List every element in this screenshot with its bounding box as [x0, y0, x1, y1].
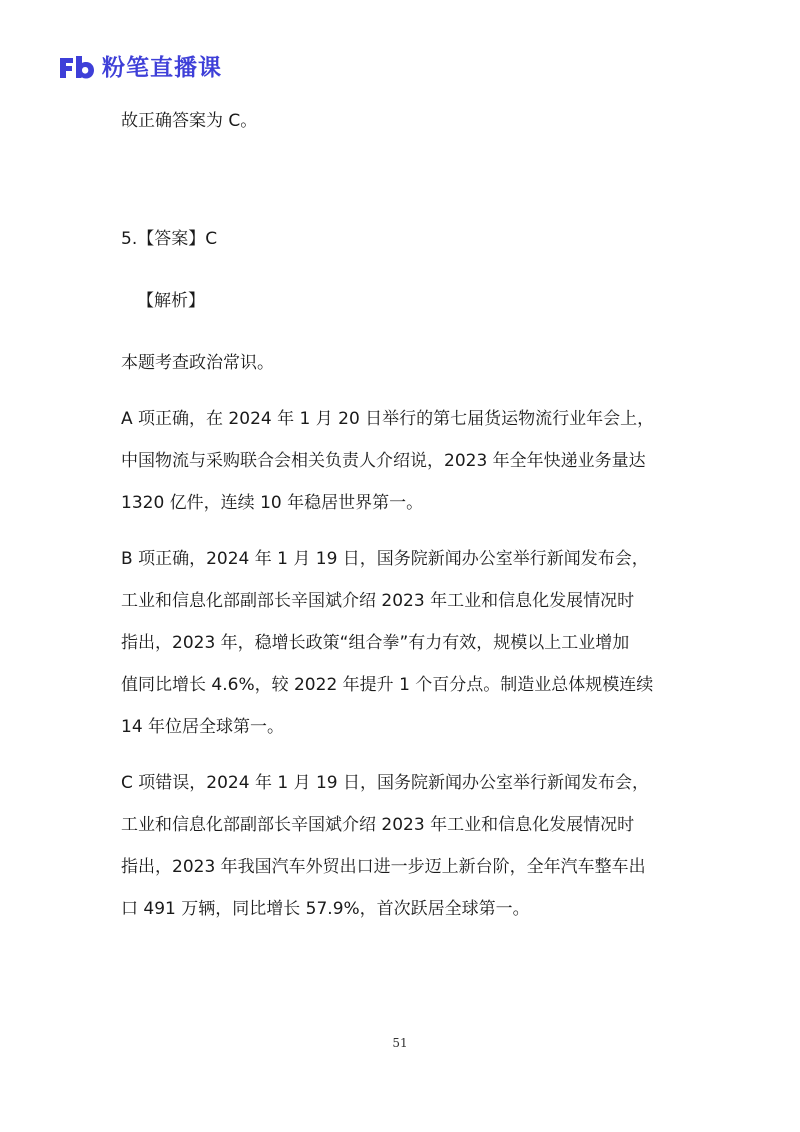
- paragraph-line: 指出，2023 年我国汽车外贸出口进一步迈上新台阶，全年汽车整车出: [121, 857, 646, 877]
- brand-name: 粉笔直播课: [102, 55, 222, 81]
- answer-line: 5.【答案】C: [121, 229, 218, 249]
- document-body: [121, 100, 701, 930]
- paragraph-line: C 项错误，2024 年 1 月 19 日，国务院新闻办公室举行新闻发布会，: [121, 773, 650, 793]
- option-c-paragraph: [121, 762, 701, 930]
- option-a-paragraph: [121, 398, 701, 524]
- page-header: [58, 52, 222, 84]
- option-b-paragraph: [121, 538, 701, 748]
- paragraph-line: 中国物流与采购联合会相关负责人介绍说，2023 年全年快递业务量达: [121, 451, 646, 471]
- fb-logo-icon: [58, 54, 96, 82]
- paragraph-line: 口 491 万辆，同比增长 57.9%，首次跃居全球第一。: [121, 899, 530, 919]
- conclusion-text: 故正确答案为 C。: [121, 111, 258, 131]
- paragraph-line: 值同比增长 4.6%，较 2022 年提升 1 个百分点。制造业总体规模连续: [121, 675, 654, 695]
- paragraph-line: 工业和信息化部副部长辛国斌介绍 2023 年工业和信息化发展情况时: [121, 591, 635, 611]
- paragraph-line: 指出，2023 年，稳增长政策“组合拳”有力有效，规模以上工业增加: [121, 633, 630, 653]
- paragraph-line: 14 年位居全球第一。: [121, 717, 285, 737]
- paragraph-line: A 项正确，在 2024 年 1 月 20 日举行的第七届货运物流行业年会上，: [121, 409, 655, 429]
- paragraph-line: 1320 亿件，连续 10 年稳居世界第一。: [121, 493, 424, 513]
- analysis-label: 【解析】: [137, 291, 205, 311]
- paragraph-line: B 项正确，2024 年 1 月 19 日，国务院新闻办公室举行新闻发布会，: [121, 549, 649, 569]
- page-number: 51: [392, 1036, 408, 1050]
- topic-text: 本题考查政治常识。: [121, 353, 274, 373]
- paragraph-line: 工业和信息化部副部长辛国斌介绍 2023 年工业和信息化发展情况时: [121, 815, 635, 835]
